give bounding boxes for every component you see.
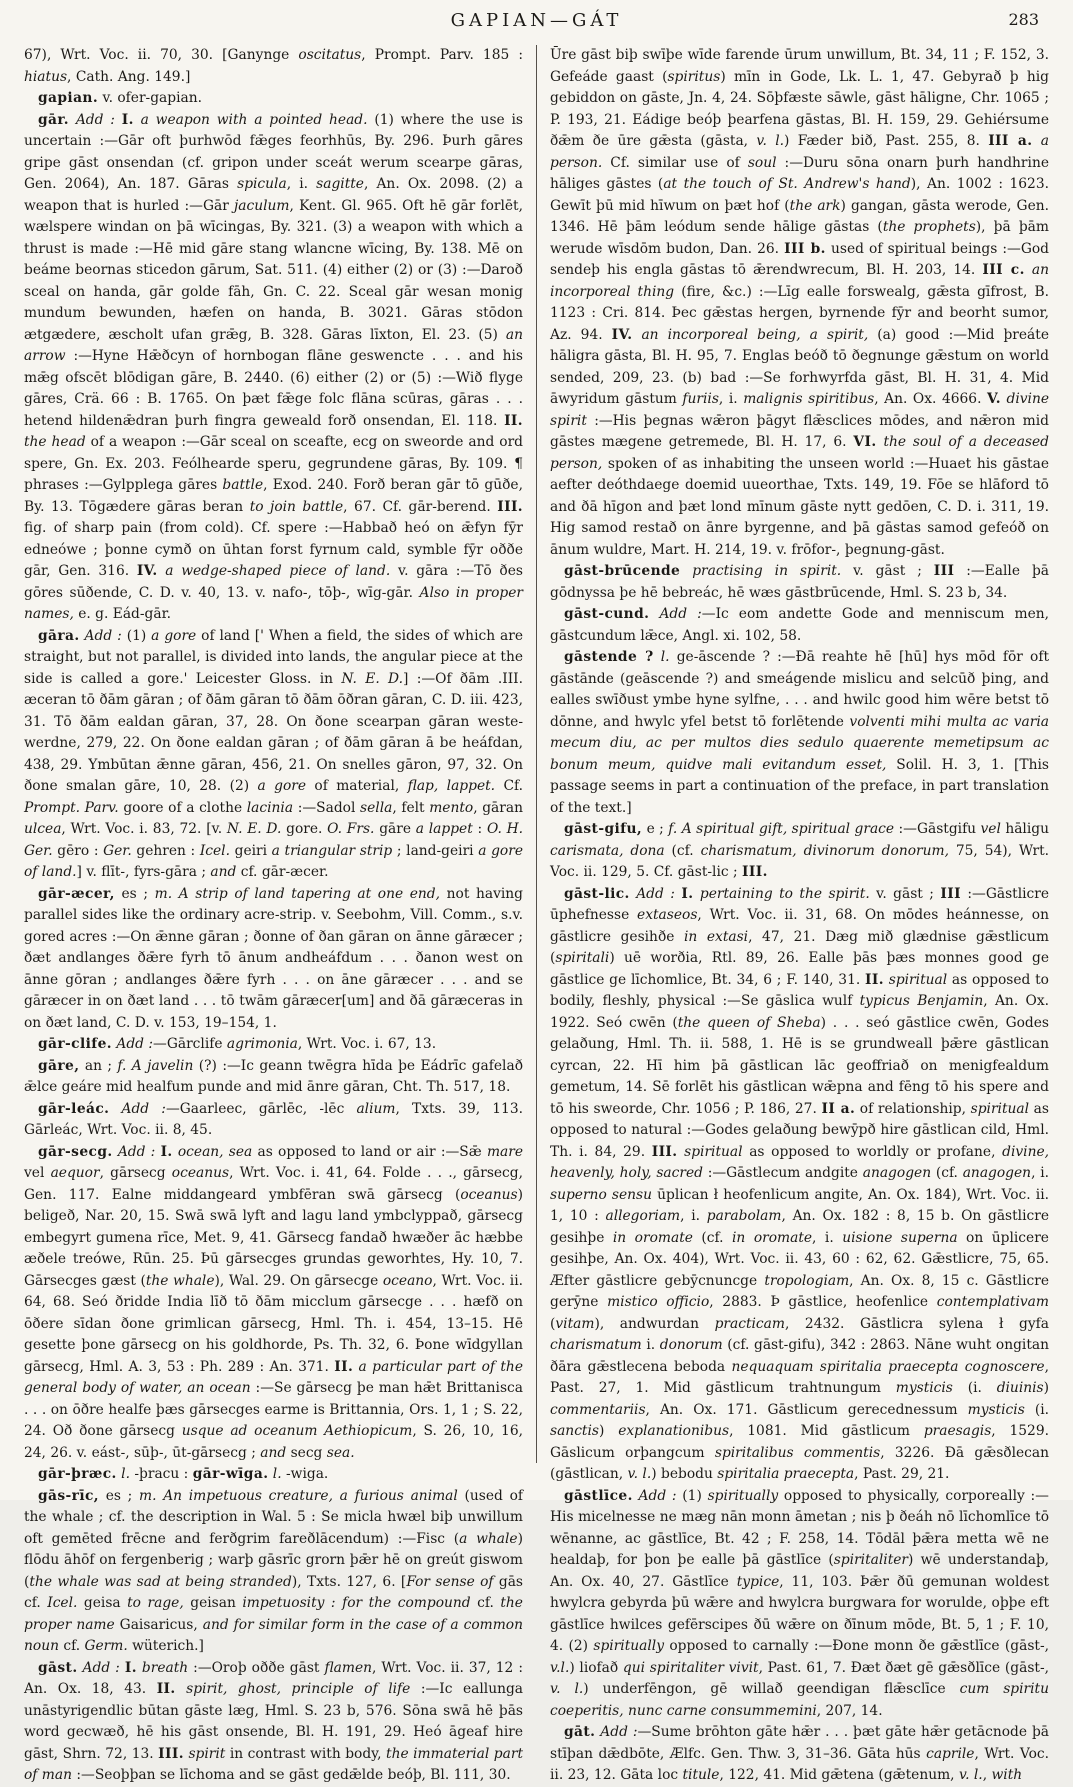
entry-paragraph: gār. Add : I. a weapon with a pointed head. (1) where the use is uncertain :—Gār oft þurhwōd fǣges feorhhūs, By. 296. Þurh gāres gripe gāst onsendan (cf. gripon under sceát werum scearpe gāras, Gen. 2064), An. 187. Gāras spicula, i. sagitte, An. Ox. 2098. (2) a weapon that is hurled :—Gār jaculum, Kent. Gl. 965. Oft hē gār forlēt, wælspere windan on þā wīcingas, By. 321. (3) a weapon with which a thrust is made :—Hē mid gāre stang wlancne wīcing, By. 138. Mē on beáme beornas sticedon gārum, Sat. 511. (4) either (2) or (3) :—Daroð sceal on handa, gār golde fāh, Gn. C. 22. Sceal gār wesan monig mundum bewunden, hæfen on handa, B. 3021. Gāras stōdon ætgædere, æscholt ufan grǣg, B. 328. Gāras līxton, El. 23. (5) an arrow :—Hyne Hǣðcyn of hornbogan flāne geswencte . . . and his mǣg ofscēt blōdigan gāre, B. 2440. (6) either (2) or (5) :—Wið flyge gāres, Crä. 66 : B. 1765. On þæt fǣge folc flāna scūras, gāras . . . hetend hildenǣdran þurh fingra geweald forð onsendan, El. 118. II. the head of a weapon :—Gār sceal on sceafte, ecg on sweorde and ord spere, Gn. Ex. 203. Feólhearde speru, gegrundene gāras, By. 109. ¶ phrases :—Gylpplega gāres battle, Exod. 240. Forð beran gār tō gūðe, By. 13. Tōgædere gāras beran to join battle, 67. Cf. gār-berend. III. fig. of sharp pain (from cold). Cf. spere :—Habbað heó on ǣfyn fȳr edneówe ; þonne cymð on ūhtan forst fyrnum cald, symble fȳr oððe gār, Gen. 316. IV. a wedge-shaped piece of land. v. gāra :—Tō ðes gōres sūðende, C. D. v. 40, 13. v. nafo-, tōþ-, wīg-gār. Also in proper names, e. g. Eád-gār. (24, 111, 524, 622)
text-columns (0, 37, 1073, 1783)
entry-paragraph: gāst-cund. Add :—Ic eom andette Gode and menniscum men, gāstcundum lǣce, Angl. xi. 102, 58. (550, 606, 1049, 644)
entry-paragraph: gār-þræc. l. -þracu : gār-wīga. l. -wiga. (38, 1466, 329, 1482)
right-column (550, 45, 1050, 1783)
entry-paragraph: gāst-lic. Add : I. pertaining to the spirit. v. gāst ; III :—Gāstlicre ūphefnesse extaseos, Wrt. Voc. ii. 31, 68. On mōdes heánnesse, on gāstlicre gesihðe in extasi, 47, 21. Dæg mið glædnise gǣstlicum (spiritali) uē worðia, Rtl. 89, 26. Ealle þās þæs monnes good ge gāstlice ge līchomlice, Bt. 34, 6 ; F. 140, 31. II. spiritual as opposed to bodily, fleshly, physical :—Se gāslica wulf typicus Benjamin, An. Ox. 1922. Seó cwēn (the queen of Sheba) . . . seó gāstlice cwēn, Godes gelaðung, Hml. Th. ii. 588, 1. Hē is se grundweall þǣre gāstlican cyrcan, 22. Hī him þā gāstlican lāc geoffriað on menigfealdum gemetum, 14. Sē forlēt his gāstlican wǣpna and fēng tō his spere and tō his sweorde, Chr. 1056 ; P. 186, 27. II a. of relationship, spiritual as opposed to natural :—Godes gelaðung bewȳpð hire gāstlican cild, Hml. Th. i. 84, 29. III. spiritual as opposed to worldly or profane, divine, heavenly, holy, sacred :—Gāstlecum andgite anagogen (cf. anagogen, i. superno sensu ūplican ł heofenlicum angite, An. Ox. 184), Wrt. Voc. ii. 1, 10 : allegoriam, i. parabolam, An. Ox. 182 : 8, 15 b. On gāstlicre gesihþe in oromate (cf. in oromate, i. uisione superna on ūplicere gesihþe, An. Ox. 404), Wrt. Voc. ii. 43, 60 : 62, 62. Gǣstlicre, 75, 65. Æfter gāstlicre gebȳcnuncge tropologiam, An. Ox. 8, 15 c. Gāstlicre gerȳne mistico officio, 2883. Þ gāstlice, heofenlice contemplativam (vitam), andwurdan practicam, 2432. Gāstlicra sylena ł gyfa charismatum i. donorum (cf. gāst-gifu), 342 : 2863. Nāne wuht ongitan ðāra gǣstlecena beboda nequaquam spiritalia praecepta cognoscere, Past. 27, 1. Mid gāstlicum trahtnungum mysticis (i. diuinis) commentariis, An. Ox. 171. Gāstlicum gerecednessum mysticis (i. sanctis) explanationibus, 1081. Mid gāstlicum praesagis, 1529. Gāslicum orþangcum spiritalibus commentis, 3226. Ðā gǣsðlecan (gāstlican, v. l.) bebodu spiritalia praecepta, Past. 29, 21. (550, 885, 1050, 1482)
page-number: 283 (1008, 10, 1039, 29)
entry-paragraph: gāst-gifu, e ; f. A spiritual gift, spiritual grace :—Gāstgifu vel hāligu carismata, dona (cf. charismatum, divinorum donorum, 75, 54), Wrt. Voc. ii. 129, 5. Cf. gāst-lic ; III. (550, 821, 1049, 880)
entry-paragraph: gāstende ? l. ge-āscende ? :—Ðā reahte hē [hū] hys mōd fōr oft gāstānde (geāscende ?) and smeágende mislicu and selcūð þing, and ealles swīðust ymbe hyne sylfne, . . . and hwilc good him wēre betst tō dōnne, and hwylc yfel betst tō forlētende volventi mihi multa ac varia mecum diu, ac per multos dies sedulo quaerente memetipsum ac bonum meum, quidve mali evitandum esset, Solil. H. 3, 1. [This passage seems in part a continuation of the preface, in part translation of the text.] (550, 649, 1050, 816)
entry-paragraph: gāra. Add : (1) a gore of land [' When a field, the sides of which are straight, but not parallel, is divided into lands, the angular piece at the side is called a gore.' Leicester Gloss. in N. E. D.] :—Of ðām .III. æceran tō ðām gāran ; of ðām gāran tō ðām ōðran gāran, C. D. iii. 423, 31. Tō ðām ealdan gāran, 37, 28. On ðone scearpan gāran weste-werdne, 279, 22. On ðone ealdan gāran ; of ðām gāran ā be heáfdan, 438, 29. Ymbūtan ǣnne gāran, 456, 21. On snelles gāron, 97, 32. On ðone smalan gāre, 10, 28. (2) a gore of material, flap, lappet. Cf. Prompt. Parv. goore of a clothe lacinia :—Sadol sella, felt mento, gāran ulcea, Wrt. Voc. i. 83, 72. [v. N. E. D. gore. O. Frs. gāre a lappet : O. H. Ger. gēro : Ger. gehren : Icel. geiri a triangular strip ; land-geiri a gore of land.] v. flīt-, fyrs-gāra ; and cf. gār-æcer. (24, 627, 524, 880)
entry-paragraph: gār-æcer, es ; m. A strip of land tapering at one end, not having parallel sides like the ordinary acre-strip. v. Seebohm, Vill. Comm., s.v. gored acres :—On ǣnne gāran ; ðonne of ðan gāran on ānne gāræcer ; ðæt andlanges ðǣre fyrh tō ānum andheáfdum . . . ðanon west on ānne gōran ; andlanges ðǣre fyrh . . . on āne gāræcer . . . and se gāræcer in on ðæt land . . . tō twām gāræcer[um] and ðā gāræceras in on ðæt land, C. D. v. 153, 19–154, 1. (24, 885, 523, 1031)
entry-paragraph: gapian. v. ofer-gapian. (38, 90, 203, 106)
entry-paragraph: gāst. Add : I. breath :—Oroþ oððe gāst flamen, Wrt. Voc. ii. 37, 12 : An. Ox. 18, 43. II. spirit, ghost, principle of life :—Ic eallunga unāstyrigendlic būtan gāste læg, Hml. S. 23 b, 576. Sōna swā hē þās word gecwæð, hē his gāst onsende, Bl. H. 191, 29. Heó āgeaf hire gāst, Shrn. 72, 13. III. spirit in contrast with body, the immaterial part of man :—Seoþþan se līchoma and se gāst gedǣlde beóþ, Bl. 111, 30. (24, 1659, 524, 1783)
entry-paragraph: gār-clife. Add :—Gārclife agrimonia, Wrt. Voc. i. 67, 13. (38, 1036, 437, 1052)
left-column (24, 45, 524, 1783)
continuation-paragraph: Ūre gāst biþ swīþe wīde farende ūrum unwillum, Bt. 34, 11 ; F. 152, 3. Gefeáde gaast (spiritus) mīn in Gode, Lk. L. 1, 47. Gebyrað þ hig gebiddon on gāste, Jn. 4, 24. Sōþfæste sāwle, gāst hāligne, Chr. 1065 ; P. 193, 21. Eádige beóþ þearfena gāstas, Bl. H. 159, 29. Gehiérsume ðǣm ðe ūre gǣsta (gāsta, v. l.) Fæder bið, Past. 255, 8. III a. a person. Cf. similar use of soul :—Duru sōna onarn þurh handhrine hāliges gāstes (at the touch of St. Andrew's hand), An. 1002 : 1623. Gewīt þū mid hīwum on þæt hof (the ark) gangan, gāsta werode, Gen. 1346. Hē þām leódum sende hālige gāstas (the prophets), þā þām werude wīsdōm budon, Dan. 26. III b. used of spiritual beings :—God sendeþ his engla gāstas tō ǣrendwrecum, Bl. H. 203, 14. III c. an incorporeal thing (fire, &c.) :—Līg ealle forswealg, gǣsta gīfrost, B. 1123 : Cri. 814. Þec gǣstas hergen, byrnende fȳr and beorht sumor, Az. 94. IV. an incorporeal being, a spirit, (a) good :—Mid þreáte hāligra gāsta, Bl. H. 95, 7. Englas beóð tō ðegnunge gǣstum on world sended, 209, 23. (b) bad :—Se forhwyrfda gāst, Bl. H. 31, 4. Mid āwyridum gāstum furiis, i. malignis spiritibus, An. Ox. 4666. V. divine spirit :—His þegnas wǣron þāgyt flǣsclices mōdes, and nǣron mid gāstes mægene getremede, Bl. H. 17, 6. VI. the soul of a deceased person, spoken of as inhabiting the unseen world :—Huaet his gāstae aefter deóthdaege doemid uueorthae, Txts. 149, 19. Fōe se hlāford tō and ðā hīgon and þæt lond mīnum gāste nytt gedōen, C. D. i. 311, 19. Hig samod restað on ānre byrgenne, and þā gāstas samod gefeóð on ānum wuldre, Mart. H. 214, 19. v. frōfor-, þegnung-gāst. (550, 47, 1050, 558)
entry-paragraph: gāst-brūcende practising in spirit. v. gāst ; III :—Ealle þā gōdnyssa þe hē bebreác, hē wæs gāstbrūcende, Hml. S. 23 b, 34. (550, 563, 1049, 601)
entry-paragraph: gāre, an ; f. A javelin (?) :—Ic geann twēgra hīda þe Eádrīc gafelað ǣlce geáre mid healfum punde and mid ānre gāran, Cht. Th. 517, 18. (24, 1057, 524, 1095)
continuation-paragraph: 67), Wrt. Voc. ii. 70, 30. [Ganynge oscitatus, Prompt. Parv. 185 : hiatus, Cath. Ang. 149.] (24, 47, 524, 85)
column-divider (536, 45, 537, 1463)
entry-paragraph: gāstlīce. Add : (1) spiritually opposed to physically, corporeally :—His micelnesse ne mæg nān monn āmetan ; nis þ ðeáh nō līchomlīce tō wēnanne, ac gāstlīce, Bt. 42 ; F. 258, 14. Tōdāl þǣra metta wē ne healdaþ, for þon þe ealle þā gāstlīce (spiritaliter) wē understandaþ, An. Ox. 40, 27. Gāstlīce typice, 11, 103. Þǣr ðū gemunan woldest hwylcra gebyrda þū wǣre and hwylcra burgwara for worulde, oþþe eft gāstlīce hwilces gefērscipes ðū wǣre on ðīnum mōde, Bt. 5, 1 ; F. 10, 4. (2) spiritually opposed to carnally :—Ðone monn ðe gǣstlīce (gāst-, v.l.) liofað qui spiritaliter vivit, Past. 61, 7. Ðæt ðæt gē gǣsðlīce (gāst-, v. l.) underfēngon, gē willað geendigan flǣsclīce cum spiritu coeperitis, nunc carne consummemini, 207, 14. (550, 1487, 1050, 1719)
entry-paragraph: gār-secg. Add : I. ocean, sea as opposed to land or air :—Sǣ mare vel aequor, gārsecg oceanus, Wrt. Voc. i. 41, 64. Folde . . ., gārsecg, Gen. 117. Ealne middangeard ymbfēran swā gārsecg (oceanus) beligeð, Nar. 20, 15. Swā swā lyft and lagu land ymbclyppað, gārsecg embegyrt gumena rīce, Met. 9, 41. Gārsecg fandað hwæðer āc hæbbe æðele treówe, Rūn. 25. Þū gārsecges grundas geworhtes, Hy. 10, 7. Gārsecges gæst (the whale), Wal. 29. On gārsecge oceano, Wrt. Voc. ii. 64, 68. Seó ðridde India līð tō ðām micclum gārsecge . . . hæfð on ōðere sīdan ðone grimlican gārsecg, Hml. Th. i. 454, 13–15. Hē gesette þone gārsecg on his goldhorde, Ps. Th. 32, 6. Þone wīdgyllan gārsecg, Hml. A. 3, 53 : Ph. 289 : An. 371. II. a particular part of the general body of water, an ocean :—Se gārsecg þe man hǣt Brittanisca . . . on ōðre healfe þæs gārsecges earme is Brittannia, Ors. 1, 1 ; S. 22, 24. Oð ðone gārsecg usque ad oceanum Aethiopicum, S. 26, 10, 16, 24, 26. v. eást-, sūþ-, ūt-gārsecg ; and secg sea. (24, 1143, 524, 1461)
page-title: GAPIAN—GÁT (450, 10, 623, 31)
entry-paragraph: gāt. Add :—Sume brōhton gāte hǣr . . . þæt gāte hǣr getācnode þā stīþan dǣdbōte, Ælfc. Gen. Thw. 3, 31–36. Gāta hūs caprile, Wrt. Voc. ii. 23, 12. Gāta loc titule, 122, 41. Mid gǣtena (gǣtenum, v. l., with (550, 1724, 1050, 1783)
page-header (0, 0, 1073, 37)
entry-paragraph: gār-leác. Add :—Gaarleec, gārlēc, -lēc alium, Txts. 39, 113. Gārleác, Wrt. Voc. ii. 8, 45. (24, 1100, 523, 1138)
entry-paragraph: gās-rīc, es ; m. An impetuous creature, a furious animal (used of the whale ; cf. the description in Wal. 5 : Se micla hwæl biþ unwillum oft gemēted frēcne and ferðgrim fareðlācendum) :—Fisc (a whale) flōdu āhōf on fergenberig ; warþ gāsrīc grorn þǣr hē on greút giswom (the whale was sad at being stranded), Txts. 127, 6. [For sense of gās cf. Icel. geisa to rage, geisan impetuosity : for the compound cf. the proper name Gaisaricus, and for similar form in the case of a common noun cf. Germ. wüterich.] (24, 1487, 524, 1654)
